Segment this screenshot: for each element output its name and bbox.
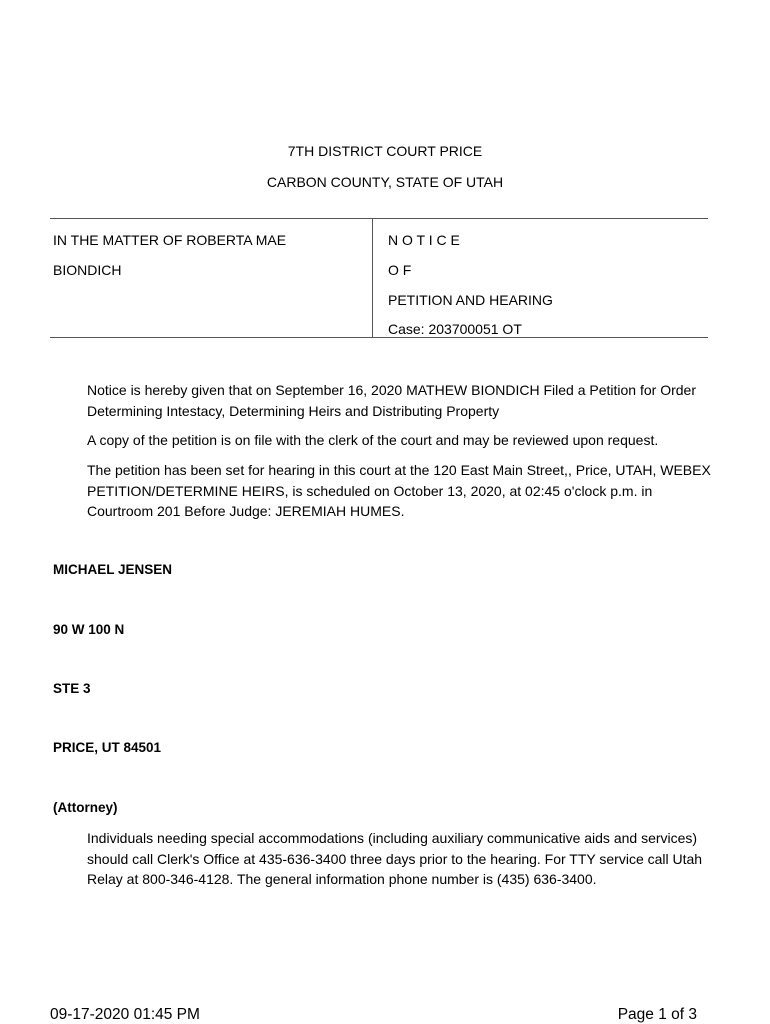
footer-page-number: Page 1 of 3 bbox=[617, 1006, 697, 1023]
notice-of: O F bbox=[388, 262, 412, 278]
notice-paragraph-copy: A copy of the petition is on file with the clerk of the court and may be reviewed upon request. bbox=[87, 432, 659, 448]
attorney-city-state-zip: PRICE, UT 84501 bbox=[53, 740, 162, 755]
caption-divider bbox=[372, 218, 373, 338]
notice-paragraph-hearing: The petition has been set for hearing in this court at the 120 East Main Street,, Price, UTAH, WEBEX PETITION/DETERMINE HEIRS, is scheduled on October 13, 2020, at 02:45 o'clock p.m. in Courtroom 201 Before Judge: JEREMIAH HUMES. bbox=[87, 462, 711, 519]
case-number: Case: 203700051 OT bbox=[388, 321, 522, 337]
notice-paragraph-filing: Notice is hereby given that on September 16, 2020 MATHEW BIONDICH Filed a Petition for Order Determining Intestacy, Determining Heirs and Distributing Property bbox=[87, 382, 696, 419]
footer-timestamp: 09-17-2020 01:45 PM bbox=[50, 1006, 200, 1023]
attorney-role: (Attorney) bbox=[53, 800, 118, 815]
notice-subject: PETITION AND HEARING bbox=[388, 292, 553, 308]
caption-bottom-rule bbox=[50, 337, 708, 338]
notice-title: N O T I C E bbox=[388, 232, 460, 248]
attorney-address-2: STE 3 bbox=[53, 681, 91, 696]
matter-line-2: BIONDICH bbox=[53, 262, 122, 278]
caption-top-rule bbox=[50, 218, 708, 219]
attorney-address-1: 90 W 100 N bbox=[53, 622, 125, 637]
attorney-name: MICHAEL JENSEN bbox=[53, 562, 173, 577]
accommodations-notice: Individuals needing special accommodations (including auxiliary communicative aids and services) should call Clerk's Office at 435-636-3400 three days prior to the hearing. For TTY service call Utah Relay at 800-346-4128. The general information phone number is (435) 636-3400. bbox=[87, 830, 703, 887]
court-name: 7TH DISTRICT COURT PRICE bbox=[287, 143, 483, 159]
court-jurisdiction: CARBON COUNTY, STATE OF UTAH bbox=[266, 174, 504, 190]
matter-line-1: IN THE MATTER OF ROBERTA MAE bbox=[53, 232, 287, 248]
